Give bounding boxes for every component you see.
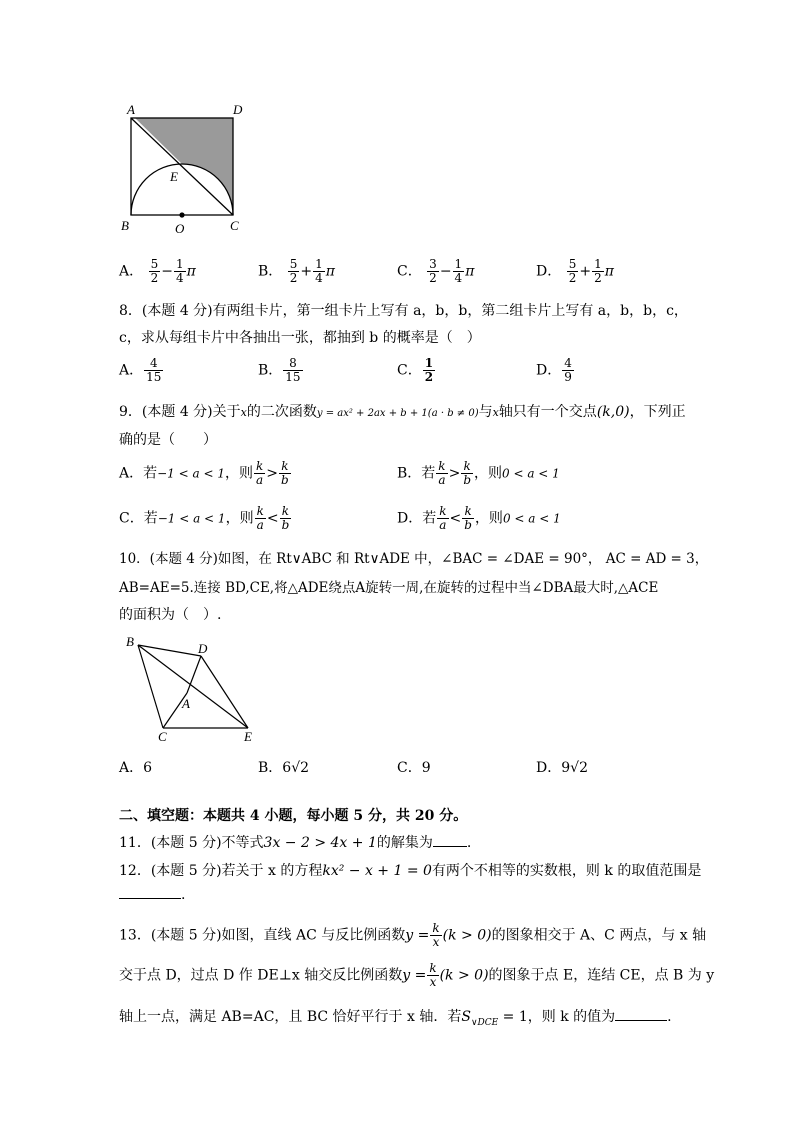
q13-line-3: 轴上一点，满足 AB=AC，且 BC 恰好平行于 x 轴．若$S_{\vee DCE} = 1$，则 k 的值为 . — [119, 1009, 672, 1028]
label-e: E — [170, 169, 178, 184]
label-c: C — [158, 729, 167, 744]
label-c: C — [230, 218, 239, 233]
figure-triangles — [118, 630, 268, 745]
q8-option-c[interactable]: C． $\frac{1}{2}$ — [397, 356, 434, 384]
q8-option-a[interactable]: A． $\frac{4}{15}$ — [119, 356, 162, 384]
q10-option-b[interactable]: B．6√2 — [258, 760, 310, 776]
center-point-o — [179, 212, 184, 217]
q9-line-2: 确的是（ ） — [119, 432, 217, 448]
label-a: A — [127, 102, 135, 117]
q12-line-1: 12．(本题 5 分)若关于 x 的方程kx² − x + 1 = 0有两个不相等的实数根，则 k 的取值范围是 — [119, 863, 702, 879]
q10-line-2: AB=AE=5.连接 BD,CE,将△ADE绕点A旋转一周,在旋转的过程中当∠DBA最大时,△ACE — [119, 580, 659, 596]
q9-option-b[interactable]: B．若 $\frac{k}{a}$ > $\frac{k}{b}$ ，则0 < a < 1 — [397, 459, 560, 487]
q7-option-c[interactable]: C． $\frac{3}{2}$ − $\frac{1}{4}$ π — [397, 257, 475, 285]
q8-option-d[interactable]: D． $\frac{4}{9}$ — [536, 356, 572, 384]
q9-option-a[interactable]: A．若−1 < a < 1，则 $\frac{k}{a}$ > $\frac{k}{b}$ — [119, 459, 289, 487]
q13-line-2: 交于点 D，过点 D 作 DE⊥x 轴交反比例函数y = $\frac{k}{x}$ (k > 0)的图象于点 E，连结 CE，点 B 为 y — [119, 961, 715, 989]
q12-answer-blank[interactable] — [119, 898, 181, 899]
label-a: A — [182, 696, 190, 711]
q8-line-2: c，求从每组卡片中各抽出一张，都抽到 b 的概率是（ ） — [119, 330, 481, 346]
label-d: D — [198, 641, 208, 656]
q10-line-1: 10．(本题 4 分)如图，在 Rt∨ABC 和 Rt∨ADE 中，∠BAC = ∠DAE = 90°， AC = AD = 3， — [119, 551, 709, 567]
q12-line-2: . — [119, 887, 185, 903]
label-d: D — [233, 102, 243, 117]
q10-option-a[interactable]: A．6 — [119, 760, 153, 776]
q10-line-3: 的面积为（ ）. — [119, 607, 222, 623]
q9-option-d[interactable]: D．若 $\frac{k}{a}$ < $\frac{k}{b}$ ，则0 < a < 1 — [397, 504, 561, 532]
q11: 11．(本题 5 分)不等式3x − 2 > 4x + 1的解集为 . — [119, 835, 472, 851]
label-e: E — [244, 729, 252, 744]
q13-line-1: 13．(本题 5 分)如图，直线 AC 与反比例函数y = $\frac{k}{x}$ (k > 0)的图象相交于 A、C 两点，与 x 轴 — [119, 921, 707, 949]
q7-option-a[interactable]: A． $\frac{5}{2}$ − $\frac{1}{4}$ π — [119, 257, 196, 285]
label-o: O — [175, 221, 185, 236]
q7-option-b[interactable]: B． $\frac{5}{2}$ + $\frac{1}{4}$ π — [258, 257, 335, 285]
section-heading: 二、填空题：本题共 4 小题，每小题 5 分，共 20 分。 — [119, 808, 468, 824]
q8-option-b[interactable]: B． $\frac{8}{15}$ — [258, 356, 301, 384]
label-b: B — [126, 634, 134, 649]
q13-answer-blank[interactable] — [615, 1020, 667, 1021]
q11-answer-blank[interactable] — [433, 846, 467, 847]
figure-square-semicircle — [115, 100, 255, 240]
label-b: B — [121, 218, 129, 233]
q9-line-1: 9．(本题 4 分)关于x的二次函数y = ax² + 2ax + b + 1(a · b ≠ 0)与x轴只有一个交点(k,0)，下列正 — [119, 404, 686, 420]
q9-option-c[interactable]: C．若−1 < a < 1，则 $\frac{k}{a}$ < $\frac{k}{b}$ — [119, 504, 290, 532]
q7-option-d[interactable]: D． $\frac{5}{2}$ + $\frac{1}{2}$ π — [536, 257, 614, 285]
q10-option-d[interactable]: D．9√2 — [536, 760, 588, 776]
q10-option-c[interactable]: C．9 — [397, 760, 431, 776]
q8-line-1: 8．(本题 4 分)有两组卡片，第一组卡片上写有 a，b，b，第二组卡片上写有 a，b，b，c， — [119, 303, 688, 319]
